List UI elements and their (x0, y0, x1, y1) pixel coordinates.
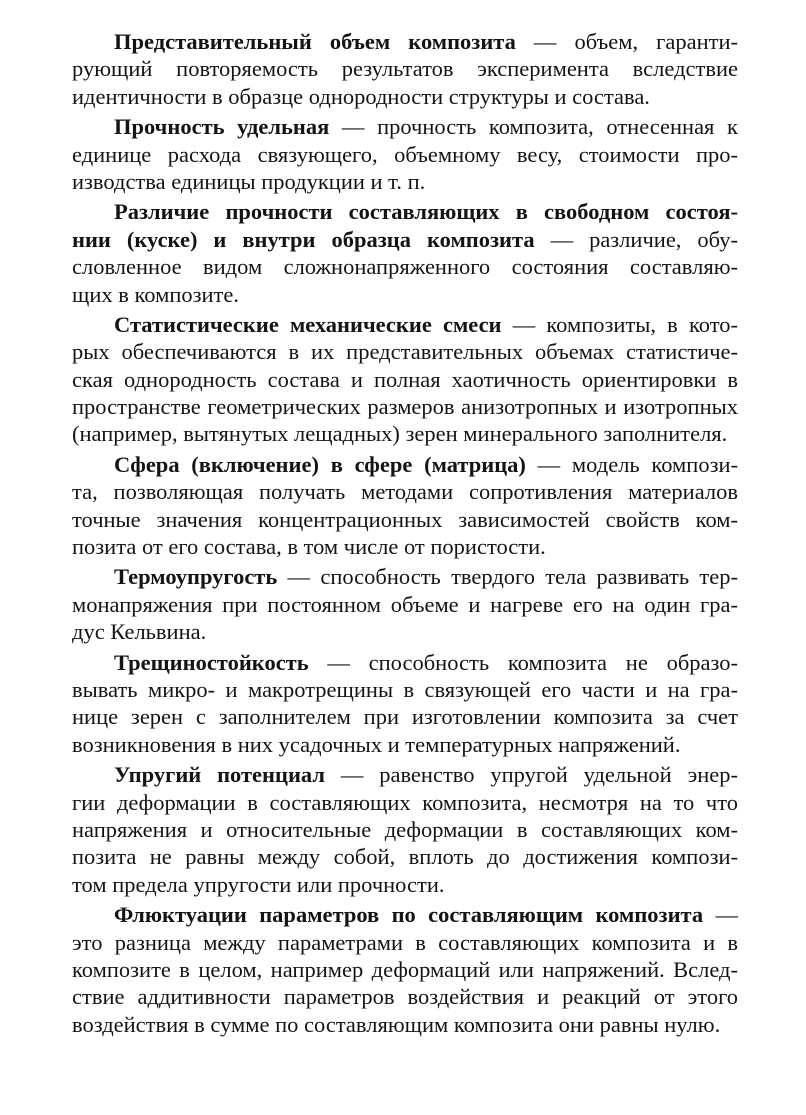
definition: — композиты, в кото- (501, 311, 738, 337)
text-line: ская однородность состава и полная хаотичность ориентировки в (72, 366, 738, 392)
glossary-entry (72, 198, 738, 308)
text-line: том предела упругости или прочности. (72, 871, 445, 897)
text-line: та, позволяющая получать методами сопротивления материалов (72, 479, 738, 505)
term: Сфера (включение) в сфере (матрица) (114, 451, 526, 477)
definition: — объем, гаранти- (515, 29, 738, 54)
text-line (72, 649, 738, 676)
text-line: вывать микро- и макротрещины в связующей его части и на гра- (72, 676, 738, 702)
text-line: рых обеспечиваются в их представительных объемах статистиче- (72, 339, 738, 365)
document-page (72, 28, 738, 1041)
text-line: возникновения в них усадочных и температурных напряжений. (72, 731, 681, 757)
text-line: воздействия в сумме по составляющим композита они равны нулю. (72, 1011, 721, 1037)
glossary-entry (72, 311, 738, 448)
text-line (72, 563, 738, 590)
term: Упругий потенциал (114, 762, 326, 788)
text-line: гии деформации в составляющих композита, несмотря на то что (72, 789, 738, 815)
glossary-entry (72, 28, 738, 110)
glossary-entry (72, 901, 738, 1038)
text-line: (например, вытянутых лещадных) зерен минерального заполнителя. (72, 421, 728, 447)
text-line (72, 311, 738, 338)
text-line: щих в композите. (72, 281, 240, 307)
glossary-entry (72, 761, 738, 898)
text-line (72, 28, 738, 55)
text-line: пространстве геометрических размеров анизотропных и изотропных (72, 394, 738, 420)
text-line: композите в целом, например деформаций или напряжений. Вслед- (72, 956, 738, 982)
text-line: единице расхода связующего, объемному весу, стоимости про- (72, 141, 738, 167)
term: Прочность удельная (114, 114, 330, 140)
glossary-entry (72, 649, 738, 759)
definition: — равенство упругой удельной энер- (325, 762, 738, 788)
text-line (72, 226, 738, 253)
text-line (72, 451, 738, 478)
glossary-entry (72, 451, 738, 561)
text-line (72, 761, 738, 788)
term: Статистические механические смеси (114, 311, 502, 337)
text-line (72, 901, 738, 928)
text-line: ствие аддитивности параметров воздействия и реакций от этого (72, 984, 738, 1010)
term: Флюктуации параметров по составляющим композита (114, 902, 704, 928)
text-line: позита от его состава, в том числе от пористости. (72, 534, 546, 560)
term-continuation: нии (куске) и внутри образца композита (72, 226, 535, 252)
text-line: точные значения концентрационных зависимостей свойств ком- (72, 506, 738, 532)
text-line: это разница между параметрами в составляющих композита и в (72, 929, 738, 955)
text-line: позита не равны между собой, вплоть до достижения компози- (72, 844, 738, 870)
term: Представительный объем композита (114, 29, 516, 54)
definition: — различие, обу- (534, 226, 738, 252)
definition: — (703, 902, 739, 928)
term: Трещиностойкость (114, 649, 309, 675)
definition: — модель компози- (525, 451, 738, 477)
text-line: монапряжения при постоянном объеме и нагреве его на один гра- (72, 591, 738, 617)
glossary-entry (72, 113, 738, 195)
text-line: изводства единицы продукции и т. п. (72, 168, 426, 194)
text-line: дус Кельвина. (72, 619, 207, 645)
text-line: рующий повторяемость результатов эксперимента вследствие (72, 56, 738, 82)
text-line: словленное видом сложнонапряженного состояния составляю- (72, 254, 738, 280)
definition: — прочность композита, отнесенная к (329, 114, 738, 140)
text-line (72, 113, 738, 140)
text-line: напряжения и относительные деформации в составляющих ком- (72, 816, 738, 842)
term: Различие прочности составляющих в свободном состоя- (114, 199, 738, 225)
definition: — способность композита не образо- (308, 649, 738, 675)
glossary-entry (72, 563, 738, 645)
definition: — способность твердого тела развивать тер- (277, 564, 738, 590)
text-line: нице зерен с заполнителем при изготовлении композита за счет (72, 704, 738, 730)
term: Термоупругость (114, 564, 278, 590)
text-line: идентичности в образце однородности структуры и состава. (72, 83, 650, 109)
